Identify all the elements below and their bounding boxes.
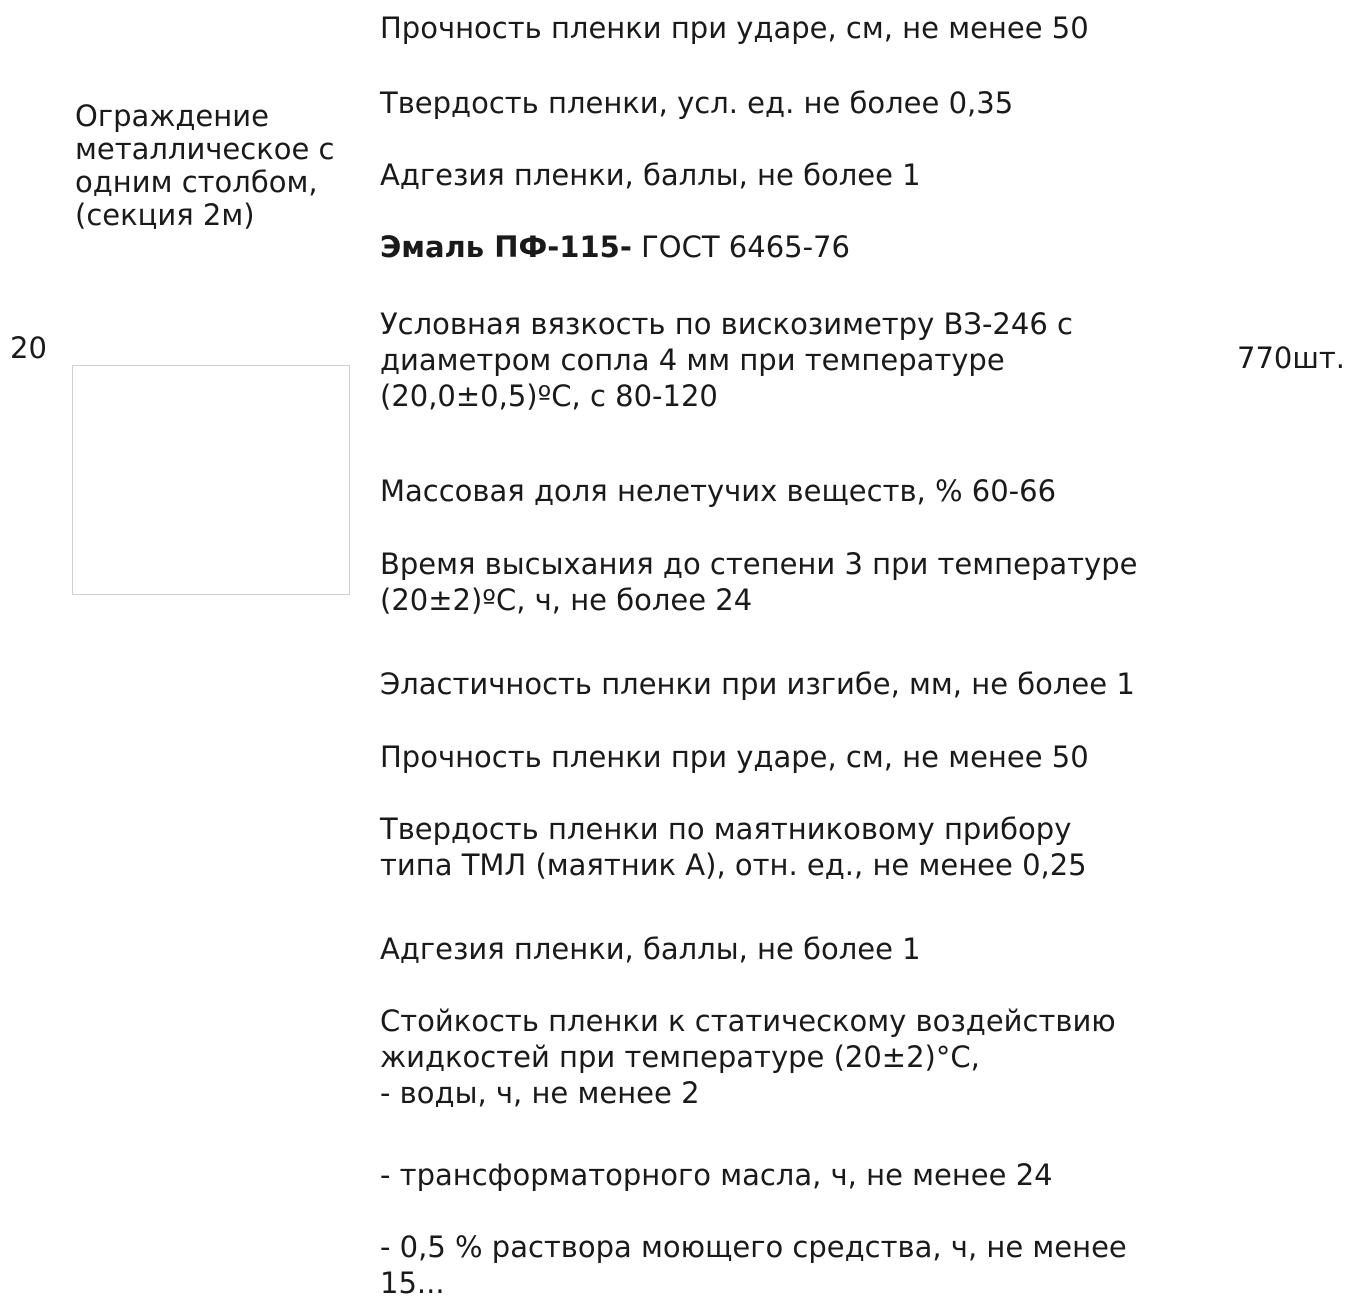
spec-transformer-oil: - трансформаторного масла, ч, не менее 24 — [380, 1158, 1053, 1192]
spec-line: жидкостей при температуре (20±2)°С, — [380, 1040, 980, 1074]
spec-impact-strength-2: Прочность пленки при ударе, см, не менее 50 — [380, 740, 1089, 774]
spec-line: - воды, ч, не менее 2 — [380, 1076, 700, 1110]
spec-liquid-resistance — [380, 1003, 1116, 1111]
spec-detergent — [380, 1229, 1127, 1301]
spec-hardness: Твердость пленки, усл. ед. не более 0,35 — [380, 86, 1014, 120]
item-image-placeholder — [72, 365, 350, 595]
item-name — [75, 100, 375, 232]
item-name-line: Ограждение — [75, 99, 269, 133]
spec-nonvolatile-fraction: Массовая доля нелетучих веществ, % 60-66 — [380, 474, 1057, 508]
spec-viscosity — [380, 306, 1073, 414]
spec-line: типа ТМЛ (маятник А), отн. ед., не менее 0,25 — [380, 848, 1087, 882]
spec-line: Время высыхания до степени 3 при температуре — [380, 547, 1138, 581]
spec-elasticity: Эластичность пленки при изгибе, мм, не более 1 — [380, 667, 1135, 701]
quantity: 770шт. — [1237, 341, 1345, 375]
enamel-name: Эмаль ПФ-115- — [380, 230, 632, 264]
spec-drying-time — [380, 546, 1137, 618]
spec-line: (20,0±0,5)ºС, с 80-120 — [380, 379, 718, 413]
spec-enamel-heading — [380, 229, 850, 265]
spec-line: Стойкость пленки к статическому воздействию — [380, 1004, 1116, 1038]
item-name-line: (секция 2м) — [75, 198, 255, 232]
spec-line: - 0,5 % раствора моющего средства, ч, не менее — [380, 1230, 1127, 1264]
spec-line: диаметром сопла 4 мм при температуре — [380, 343, 1005, 377]
spec-adhesion-2: Адгезия пленки, баллы, не более 1 — [380, 932, 921, 966]
spec-line: (20±2)ºС, ч, не более 24 — [380, 583, 753, 617]
row-number: 20 — [10, 331, 47, 365]
spec-line: Условная вязкость по вискозиметру ВЗ-246 с — [380, 307, 1073, 341]
spec-line: 15... — [380, 1266, 445, 1300]
spec-pendulum-hardness — [380, 811, 1087, 883]
enamel-standard: ГОСТ 6465-76 — [631, 230, 850, 264]
spec-impact-strength: Прочность пленки при ударе, см, не менее 50 — [380, 11, 1089, 45]
spec-adhesion: Адгезия пленки, баллы, не более 1 — [380, 158, 921, 192]
item-name-line: одним столбом, — [75, 165, 318, 199]
item-name-line: металлическое с — [75, 132, 335, 166]
spec-line: Твердость пленки по маятниковому прибору — [380, 812, 1072, 846]
